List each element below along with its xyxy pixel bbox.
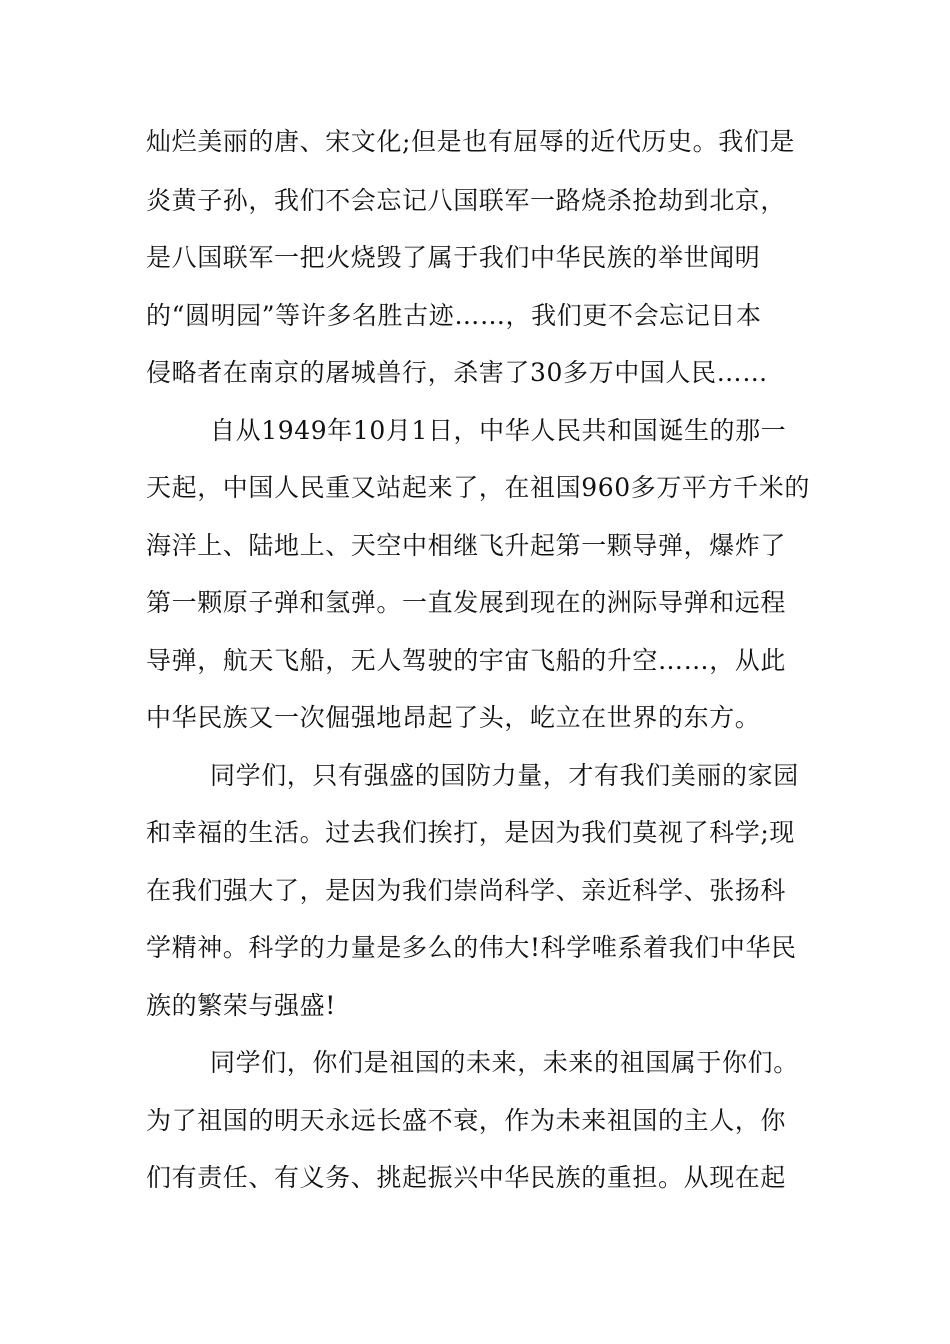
paragraph-first-line: 同学们，只有强盛的国防力量，才有我们美丽的家园 (210, 761, 799, 790)
text-line: 第一颗原子弹和氢弹。一直发展到现在的洲际导弹和远程 (146, 588, 787, 617)
text-line: 海洋上、陆地上、天空中相继飞升起第一颗导弹，爆炸了 (146, 531, 787, 560)
text-line: 为了祖国的明天永远长盛不衰，作为未来祖国的主人，你 (146, 1106, 787, 1135)
text-line: 族的繁荣与强盛! (146, 991, 336, 1020)
text-line: 中华民族又一次倔强地昂起了头，屹立在世界的东方。 (146, 703, 761, 732)
text-line: 天起，中国人民重又站起来了，在祖国960多万平方千米的 (146, 473, 810, 502)
text-line: 侵略者在南京的屠城兽行，杀害了30多万中国人民…… (146, 358, 768, 387)
text-line: 学精神。科学的力量是多么的伟大!科学唯系着我们中华民 (146, 933, 797, 962)
text-line: 们有责任、有义务、挑起振兴中华民族的重担。从现在起 (146, 1163, 787, 1192)
paragraph-first-line: 自从1949年10月1日，中华人民共和国诞生的那一 (210, 416, 787, 445)
text-line: 的“圆明园”等许多名胜古迹……，我们更不会忘记日本 (146, 301, 762, 330)
text-line: 炎黄子孙，我们不会忘记八国联军一路烧杀抢劫到北京， (146, 186, 787, 215)
paragraph-first-line: 同学们，你们是祖国的未来，未来的祖国属于你们。 (210, 1048, 799, 1077)
text-line: 是八国联军一把火烧毁了属于我们中华民族的举世闻明 (146, 243, 761, 272)
text-line: 灿烂美丽的唐、宋文化;但是也有屈辱的近代历史。我们是 (146, 127, 796, 156)
text-line: 和幸福的生活。过去我们挨打，是因为我们莫视了科学;现 (146, 818, 796, 847)
text-line: 导弹，航天飞船，无人驾驶的宇宙飞船的升空……，从此 (146, 646, 787, 675)
text-line: 在我们强大了，是因为我们崇尚科学、亲近科学、张扬科 (146, 876, 787, 905)
